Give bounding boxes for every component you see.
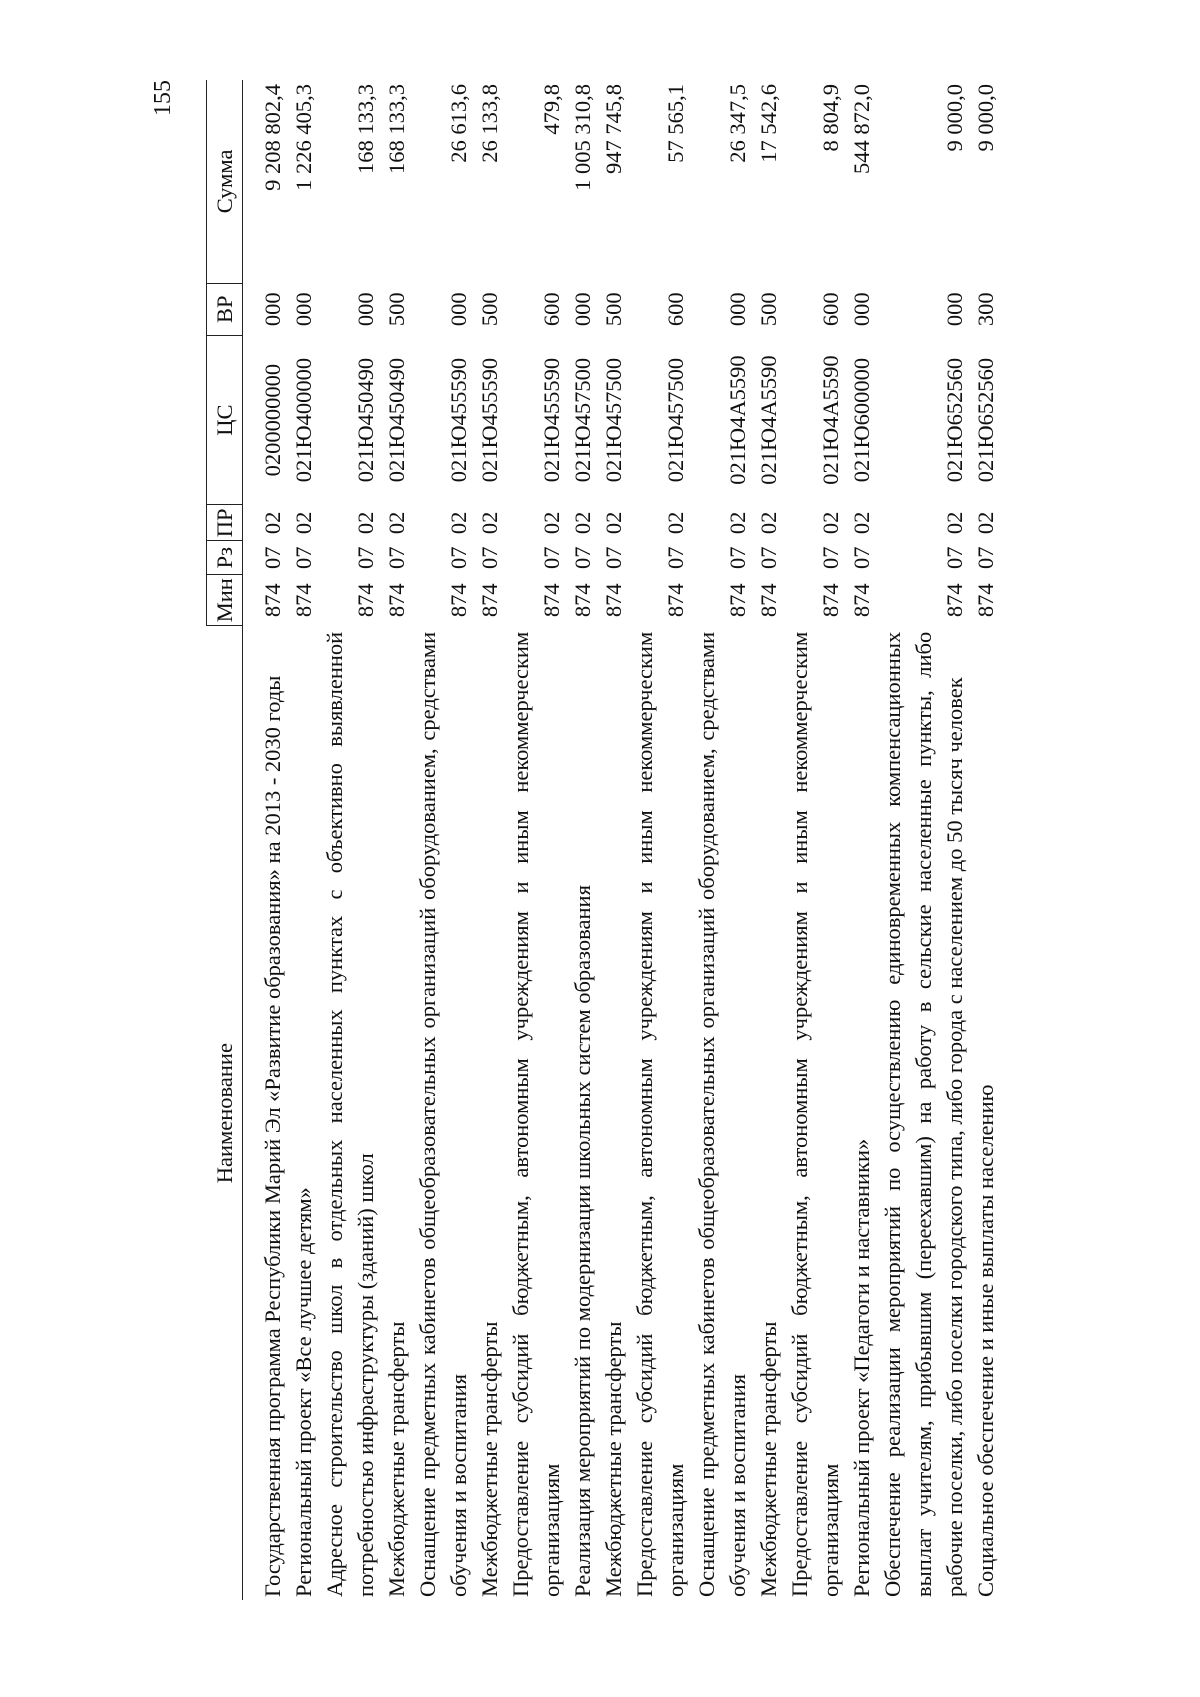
row-vr-cell: 600 — [539, 292, 564, 327]
row-name-cell: Межбюджетные трансферты — [756, 1321, 781, 1597]
row-sum-cell: 9 208 802,4 — [260, 84, 285, 191]
row-min-cell: 874 — [477, 583, 502, 618]
row-rz-cell: 07 — [446, 546, 471, 569]
row-vr-cell: 600 — [818, 292, 843, 327]
row-min-cell: 874 — [291, 583, 316, 618]
row-min-cell: 874 — [353, 583, 378, 618]
table-row — [243, 80, 289, 1600]
row-cs-cell: 021Ю4А5590 — [756, 355, 781, 485]
row-sum-cell: 1 226 405,3 — [291, 84, 316, 191]
row-cs-cell: 0200000000 — [260, 363, 285, 477]
row-pr-cell: 02 — [570, 511, 595, 535]
row-min-cell: 874 — [260, 583, 285, 618]
column-header-cs: ЦС — [207, 335, 243, 505]
row-name-cell: Предоставление субсидий бюджетным, автономным учреждениям и иным некоммерческим организациям — [787, 631, 843, 1597]
table-row — [629, 80, 691, 1600]
row-name-cell: Оснащение предметных кабинетов общеобразовательных организаций оборудованием, средствами обучения и воспитания — [415, 631, 471, 1597]
row-pr-cell: 02 — [260, 511, 285, 535]
row-pr-cell: 02 — [973, 511, 998, 535]
row-sum-cell: 1 005 310,8 — [570, 84, 595, 191]
row-min-cell: 874 — [384, 583, 409, 618]
budget-table — [206, 80, 1001, 1600]
row-cs-cell: 021Ю4А5590 — [725, 355, 750, 485]
row-sum-cell: 168 133,3 — [384, 84, 409, 174]
row-name-cell: Межбюджетные трансферты — [384, 1321, 409, 1597]
row-min-cell: 874 — [446, 583, 471, 618]
table-row — [691, 80, 753, 1600]
row-pr-cell: 02 — [849, 511, 874, 535]
row-pr-cell: 02 — [291, 511, 316, 535]
row-cs-cell: 021Ю652560 — [942, 357, 967, 483]
table-row — [846, 80, 877, 1600]
row-vr-cell: 600 — [663, 292, 688, 327]
row-pr-cell: 02 — [601, 511, 626, 535]
row-cs-cell: 021Ю4А5590 — [818, 355, 843, 485]
document-page — [120, 40, 1180, 1640]
row-pr-cell: 02 — [942, 511, 967, 535]
row-name-cell: Социальное обеспечение и иные выплаты населению — [973, 1084, 998, 1597]
column-header-pr: ПР — [207, 505, 243, 541]
row-min-cell: 874 — [818, 583, 843, 618]
row-pr-cell: 02 — [756, 511, 781, 535]
row-sum-cell: 8 804,9 — [818, 84, 843, 152]
row-sum-cell: 9 000,0 — [973, 84, 998, 152]
row-min-cell: 874 — [601, 583, 626, 618]
row-rz-cell: 07 — [384, 546, 409, 569]
column-header-sum: Сумма — [207, 80, 243, 283]
row-pr-cell: 02 — [663, 511, 688, 535]
table-row — [567, 80, 598, 1600]
row-vr-cell: 000 — [260, 292, 285, 327]
row-sum-cell: 479,8 — [539, 84, 564, 135]
row-cs-cell: 021Ю457500 — [601, 357, 626, 483]
row-name-cell: Оснащение предметных кабинетов общеобразовательных организаций оборудованием, средствами обучения и воспитания — [694, 631, 750, 1597]
row-rz-cell: 07 — [849, 546, 874, 569]
row-pr-cell: 02 — [818, 511, 843, 535]
row-cs-cell: 021Ю457500 — [570, 357, 595, 483]
row-vr-cell: 000 — [446, 292, 471, 327]
row-name-cell: Реализация мероприятий по модернизации школьных систем образования — [570, 885, 595, 1597]
table-header — [207, 80, 243, 1600]
row-min-cell: 874 — [539, 583, 564, 618]
row-vr-cell: 500 — [756, 292, 781, 327]
row-min-cell: 874 — [725, 583, 750, 618]
table-row — [505, 80, 567, 1600]
row-rz-cell: 07 — [818, 546, 843, 569]
row-rz-cell: 07 — [663, 546, 688, 569]
table-row — [598, 80, 629, 1600]
row-name-cell: Межбюджетные трансферты — [477, 1321, 502, 1597]
row-cs-cell: 021Ю450490 — [353, 357, 378, 483]
row-sum-cell: 947 745,8 — [601, 84, 626, 174]
row-vr-cell: 000 — [353, 292, 378, 327]
table-row — [288, 80, 319, 1600]
row-rz-cell: 07 — [539, 546, 564, 569]
row-min-cell: 874 — [973, 583, 998, 618]
row-min-cell: 874 — [663, 583, 688, 618]
row-name-cell: Государственная программа Республики Марий Эл «Развитие образования» на 2013 - 2030 годы — [260, 675, 285, 1597]
row-vr-cell: 000 — [942, 292, 967, 327]
table-row — [753, 80, 784, 1600]
column-header-vr: ВР — [207, 283, 243, 335]
row-sum-cell: 544 872,0 — [849, 84, 874, 174]
table-body — [243, 80, 1002, 1600]
row-cs-cell: 021Ю455590 — [539, 357, 564, 483]
row-sum-cell: 168 133,3 — [353, 84, 378, 174]
row-name-cell: Предоставление субсидий бюджетным, автономным учреждениям и иным некоммерческим организациям — [632, 631, 688, 1597]
row-vr-cell: 000 — [291, 292, 316, 327]
row-rz-cell: 07 — [725, 546, 750, 569]
row-cs-cell: 021Ю457500 — [663, 357, 688, 483]
row-pr-cell: 02 — [353, 511, 378, 535]
table-row — [970, 80, 1001, 1600]
table-row — [319, 80, 381, 1600]
row-sum-cell: 26 347,5 — [725, 84, 750, 163]
row-vr-cell: 500 — [477, 292, 502, 327]
row-cs-cell: 021Ю400000 — [291, 357, 316, 483]
row-sum-cell: 26 133,8 — [477, 84, 502, 163]
table-row — [784, 80, 846, 1600]
row-vr-cell: 000 — [570, 292, 595, 327]
row-name-cell: Адресное строительство школ в отдельных населенных пунктах с объективно выявленной потребностью инфраструктуры (зданий) школ — [322, 631, 378, 1597]
row-sum-cell: 17 542,6 — [756, 84, 781, 163]
row-vr-cell: 000 — [725, 292, 750, 327]
row-name-cell: Межбюджетные трансферты — [601, 1321, 626, 1597]
row-pr-cell: 02 — [446, 511, 471, 535]
row-cs-cell: 021Ю455590 — [446, 357, 471, 483]
row-name-cell: Обеспечение реализации мероприятий по осуществлению единовременных компенсационных выплат учителям, прибывшим (переехавшим) на работу в сельские населенные пункты, либо рабочие поселки, либо поселки городского типа, либо города с населением до 50 тысяч человек — [880, 631, 967, 1597]
row-rz-cell: 07 — [260, 546, 285, 569]
row-sum-cell: 57 565,1 — [663, 84, 688, 163]
column-header-min: Мин — [207, 575, 243, 626]
row-pr-cell: 02 — [725, 511, 750, 535]
row-min-cell: 874 — [756, 583, 781, 618]
row-name-cell: Предоставление субсидий бюджетным, автономным учреждениям и иным некоммерческим организациям — [508, 631, 564, 1597]
row-rz-cell: 07 — [756, 546, 781, 569]
column-header-name: Наименование — [207, 626, 243, 1600]
row-sum-cell: 9 000,0 — [942, 84, 967, 152]
row-vr-cell: 500 — [601, 292, 626, 327]
table-row — [474, 80, 505, 1600]
row-rz-cell: 07 — [570, 546, 595, 569]
row-name-cell: Региональный проект «Педагоги и наставники» — [849, 1138, 874, 1597]
table-row — [381, 80, 412, 1600]
row-min-cell: 874 — [849, 583, 874, 618]
column-header-rz: Рз — [207, 541, 243, 575]
row-cs-cell: 021Ю455590 — [477, 357, 502, 483]
row-rz-cell: 07 — [477, 546, 502, 569]
row-vr-cell: 300 — [973, 292, 998, 327]
row-rz-cell: 07 — [291, 546, 316, 569]
row-rz-cell: 07 — [973, 546, 998, 569]
row-vr-cell: 500 — [384, 292, 409, 327]
row-cs-cell: 021Ю450490 — [384, 357, 409, 483]
row-rz-cell: 07 — [942, 546, 967, 569]
row-sum-cell: 26 613,6 — [446, 84, 471, 163]
row-vr-cell: 000 — [849, 292, 874, 327]
row-rz-cell: 07 — [353, 546, 378, 569]
table-row — [412, 80, 474, 1600]
page-number: 155 — [150, 80, 176, 116]
row-rz-cell: 07 — [601, 546, 626, 569]
row-min-cell: 874 — [570, 583, 595, 618]
row-pr-cell: 02 — [384, 511, 409, 535]
row-cs-cell: 021Ю652560 — [973, 357, 998, 483]
row-name-cell: Региональный проект «Все лучшее детям» — [291, 1187, 316, 1597]
row-cs-cell: 021Ю600000 — [849, 357, 874, 483]
table-row — [877, 80, 970, 1600]
row-pr-cell: 02 — [539, 511, 564, 535]
row-pr-cell: 02 — [477, 511, 502, 535]
row-min-cell: 874 — [942, 583, 967, 618]
